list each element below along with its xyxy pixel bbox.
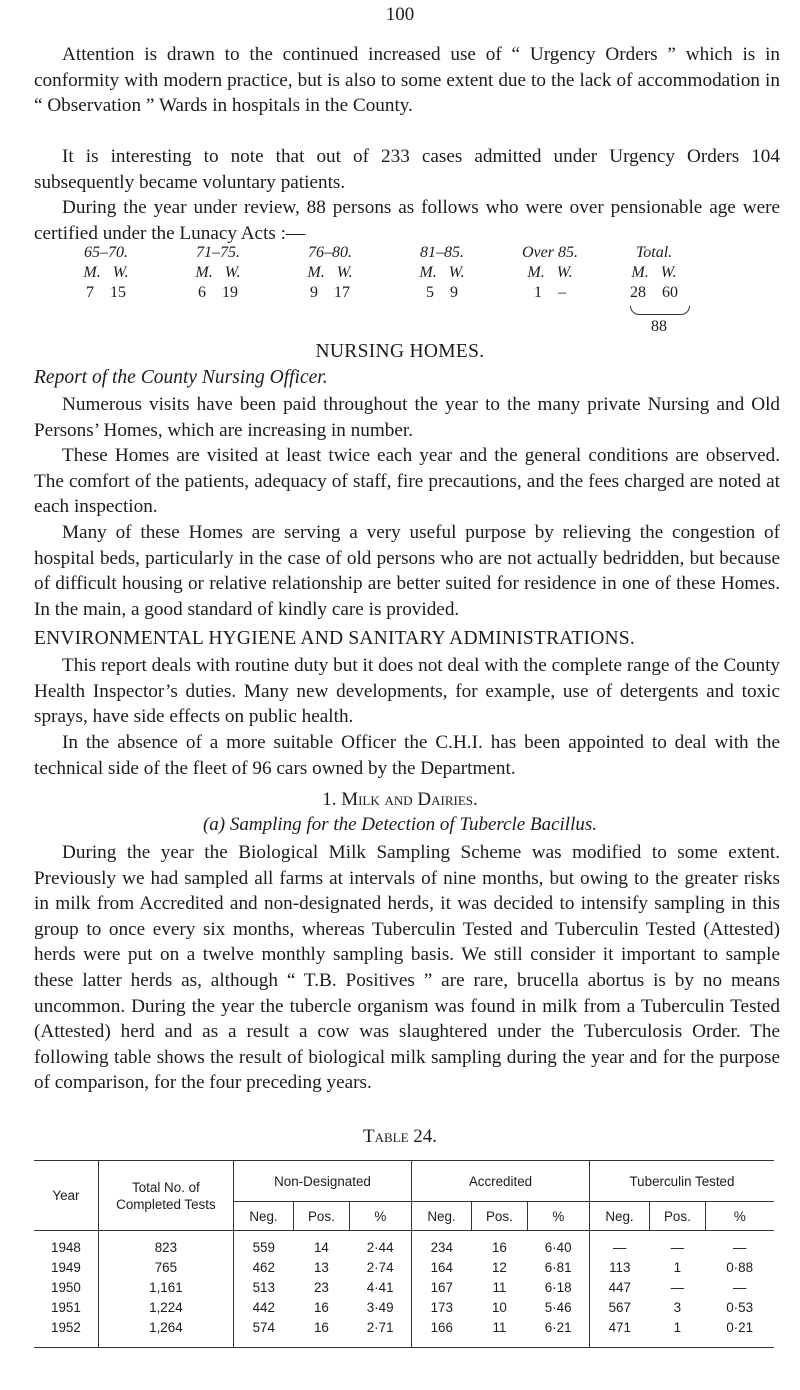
table-cell: 23: [313, 1279, 329, 1295]
table-cell: 1949: [34, 1257, 98, 1277]
table-cell: 823: [98, 1231, 233, 1258]
age-column: [290, 244, 370, 304]
age-column: [510, 244, 590, 304]
environmental-heading: ENVIRONMENTAL HYGIENE AND SANITARY ADMINISTRATIONS.: [34, 628, 635, 649]
table-cell: 16: [313, 1319, 329, 1335]
age-values: 7 15: [86, 284, 126, 301]
table-title: Table 24.: [362, 1126, 438, 1147]
age-values: 5 9: [426, 284, 458, 301]
header-neg: Neg.: [233, 1202, 293, 1231]
age-column: [66, 244, 146, 304]
paragraph-environmental-duties: This report deals with routine duty but it does not deal with the complete range of the County Health Inspector’s duties. Many new developments, for example, use of detergents and toxic sprays, have side effects on public health.: [34, 655, 780, 728]
table-cell: 1,224: [98, 1297, 233, 1317]
table-cell: 5·46: [527, 1297, 589, 1317]
table-row: [34, 1257, 774, 1277]
paragraph-nursing-visits: Numerous visits have been paid throughout the year to the many private Nursing and Old Persons’ Homes, which are increasing in number.: [34, 394, 780, 441]
table-cell: 167: [430, 1279, 453, 1295]
table-cell: 765: [98, 1257, 233, 1277]
table-cell: 11: [492, 1279, 507, 1295]
paragraph-lunacy-acts: During the year under review, 88 persons as follows who were over pensionable age were certified under the Lunacy Acts :—: [34, 197, 780, 244]
table-cell: 574: [252, 1319, 275, 1335]
table-cell: 2·74: [349, 1257, 411, 1277]
table-cell: 11: [492, 1319, 507, 1335]
sex-labels: M. W.: [195, 264, 241, 281]
age-column: [178, 244, 258, 304]
table-cell: 6·40: [527, 1231, 589, 1258]
paragraph-nursing-purpose: Many of these Homes are serving a very useful purpose by relieving the congestion of hospital beds, particularly in the case of old persons who are not actually bedridden, but because of difficult housing or relative relationship are better suited for residence in one of these Homes. In the main, a good standard of kindly care is provided.: [34, 522, 780, 620]
nursing-homes-heading: NURSING HOMES.: [315, 341, 485, 362]
table-cell: 1: [673, 1319, 682, 1335]
table-cell: 1,161: [98, 1277, 233, 1297]
table-cell: 6·21: [527, 1317, 589, 1348]
paragraph-nursing-inspections: These Homes are visited at least twice each year and the general conditions are observed. The comfort of the patients, adequacy of staff, fire precautions, and the fees charged are noted at each inspection.: [34, 445, 780, 518]
table-cell: 462: [252, 1259, 275, 1275]
header-accredited: Accredited: [411, 1161, 589, 1202]
paragraph-urgency-orders: Attention is drawn to the continued increased use of “ Urgency Orders ” which is in conformity with modern practice, but is also to some extent due to the lack of accommodation in “ Observation ” Wards in hospitals in the County.: [34, 44, 780, 117]
table-cell: 16: [491, 1239, 507, 1255]
age-column-total: [614, 244, 694, 304]
table-cell: 567: [608, 1299, 631, 1315]
milk-sampling-table: [34, 1160, 774, 1348]
table-cell: 471: [608, 1319, 631, 1335]
age-values: 6 19: [198, 284, 238, 301]
table-cell: 6·81: [527, 1257, 589, 1277]
table-cell: 1948: [34, 1231, 98, 1258]
table-cell: —: [670, 1239, 685, 1255]
table-cell: 2·71: [349, 1317, 411, 1348]
table-cell: 1,264: [98, 1317, 233, 1348]
table-cell: 234: [430, 1239, 453, 1255]
table-cell: —: [670, 1279, 685, 1295]
table-cell: 3: [673, 1299, 682, 1315]
age-range-label: 81–85.: [420, 244, 464, 261]
table-cell: 166: [430, 1319, 453, 1335]
nursing-officer-subheading: Report of the County Nursing Officer.: [34, 367, 328, 388]
paragraph-voluntary-patients: It is interesting to note that out of 233 cases admitted under Urgency Orders 104 subsequently became voluntary patients.: [34, 146, 780, 193]
total-brace: [630, 306, 690, 315]
paragraph-fleet-cars: In the absence of a more suitable Officer the C.H.I. has been appointed to deal with the technical side of the fleet of 96 cars owned by the Department.: [34, 732, 780, 779]
table-row: [34, 1297, 774, 1317]
table-cell: 6·18: [527, 1277, 589, 1297]
paragraph-milk-sampling: During the year the Biological Milk Sampling Scheme was modified to some extent. Previously we had sampled all farms at intervals of nine months, but owing to the greater risks in milk from Accredited and non-designated herds, it was decided to intensify sampling in this group to once every six months, whereas Tuberculin Tested and Tuberculin Tested (Attested) herds were put on a twelve monthly sampling basis. We still consider it important to sample these latter herds as, although “ T.B. Positives ” are rare, brucella abortus is by no means uncommon. During the year the tubercle organism was found in milk from a Tuberculin Tested (Attested) herd and as a result a cow was slaughtered under the Tuberculosis Order. The following table shows the result of biological milk sampling during the year and for the purpose of comparison, for the four preceding years.: [34, 842, 780, 1094]
table-cell: 1951: [34, 1297, 98, 1317]
table-cell: 2·44: [349, 1231, 411, 1258]
sex-labels: M. W.: [527, 264, 573, 281]
age-range-label: 71–75.: [196, 244, 240, 261]
table-cell: 13: [313, 1259, 329, 1275]
sex-labels: M. W.: [631, 264, 677, 281]
table-cell: 442: [252, 1299, 275, 1315]
milk-sub-title: (a) Sampling for the Detection of Tubercle Bacillus.: [202, 814, 597, 835]
age-values: 9 17: [310, 284, 350, 301]
table-cell: 4·41: [349, 1277, 411, 1297]
table-cell: —: [732, 1279, 747, 1295]
table-cell: 3·49: [349, 1297, 411, 1317]
page-number: 100: [385, 4, 415, 25]
table-row: [34, 1277, 774, 1297]
sex-labels: M. W.: [419, 264, 465, 281]
header-tuberculin-tested: Tuberculin Tested: [589, 1161, 774, 1202]
age-column: [402, 244, 482, 304]
age-range-label: 76–80.: [308, 244, 352, 261]
header-percent: %: [527, 1202, 589, 1231]
table-cell: 16: [313, 1299, 329, 1315]
table-cell: 513: [252, 1279, 275, 1295]
header-pos: Pos.: [294, 1202, 350, 1231]
table-row: [34, 1317, 774, 1348]
table-row: [34, 1231, 774, 1258]
table-cell: 1: [673, 1259, 682, 1275]
table-cell: 559: [252, 1239, 275, 1255]
age-range-label: Total.: [635, 244, 673, 261]
header-year: Year: [34, 1161, 98, 1231]
table-cell: 1952: [34, 1317, 98, 1348]
table-cell: —: [613, 1239, 627, 1255]
grand-total: 88: [651, 318, 667, 335]
header-neg: Neg.: [589, 1202, 649, 1231]
table-cell: 164: [430, 1259, 453, 1275]
table-cell: 0·53: [726, 1299, 754, 1315]
table-cell: 113: [609, 1259, 631, 1275]
header-percent: %: [349, 1202, 411, 1231]
sex-labels: M. W.: [83, 264, 129, 281]
table-cell: 173: [430, 1299, 453, 1315]
header-pos: Pos.: [650, 1202, 706, 1231]
table-cell: 12: [491, 1259, 507, 1275]
age-range-label: Over 85.: [522, 244, 578, 261]
sex-labels: M. W.: [307, 264, 353, 281]
header-non-designated: Non-Designated: [233, 1161, 411, 1202]
header-pos: Pos.: [472, 1202, 528, 1231]
age-values: 1 –: [534, 284, 566, 301]
table-cell: 1950: [34, 1277, 98, 1297]
age-range-label: 65–70.: [84, 244, 128, 261]
age-values: 28 60: [630, 284, 678, 301]
table-cell: 447: [608, 1279, 631, 1295]
table-cell: —: [732, 1239, 747, 1255]
header-total-tests: Total No. of Completed Tests: [98, 1161, 233, 1231]
header-percent: %: [705, 1202, 774, 1231]
table-cell: 0·21: [726, 1319, 754, 1335]
milk-section-title: 1. Milk and Dairies.: [322, 789, 478, 810]
table-cell: 0·88: [726, 1259, 754, 1275]
table-cell: 10: [491, 1299, 507, 1315]
header-neg: Neg.: [411, 1202, 471, 1231]
table-cell: 14: [313, 1239, 329, 1255]
